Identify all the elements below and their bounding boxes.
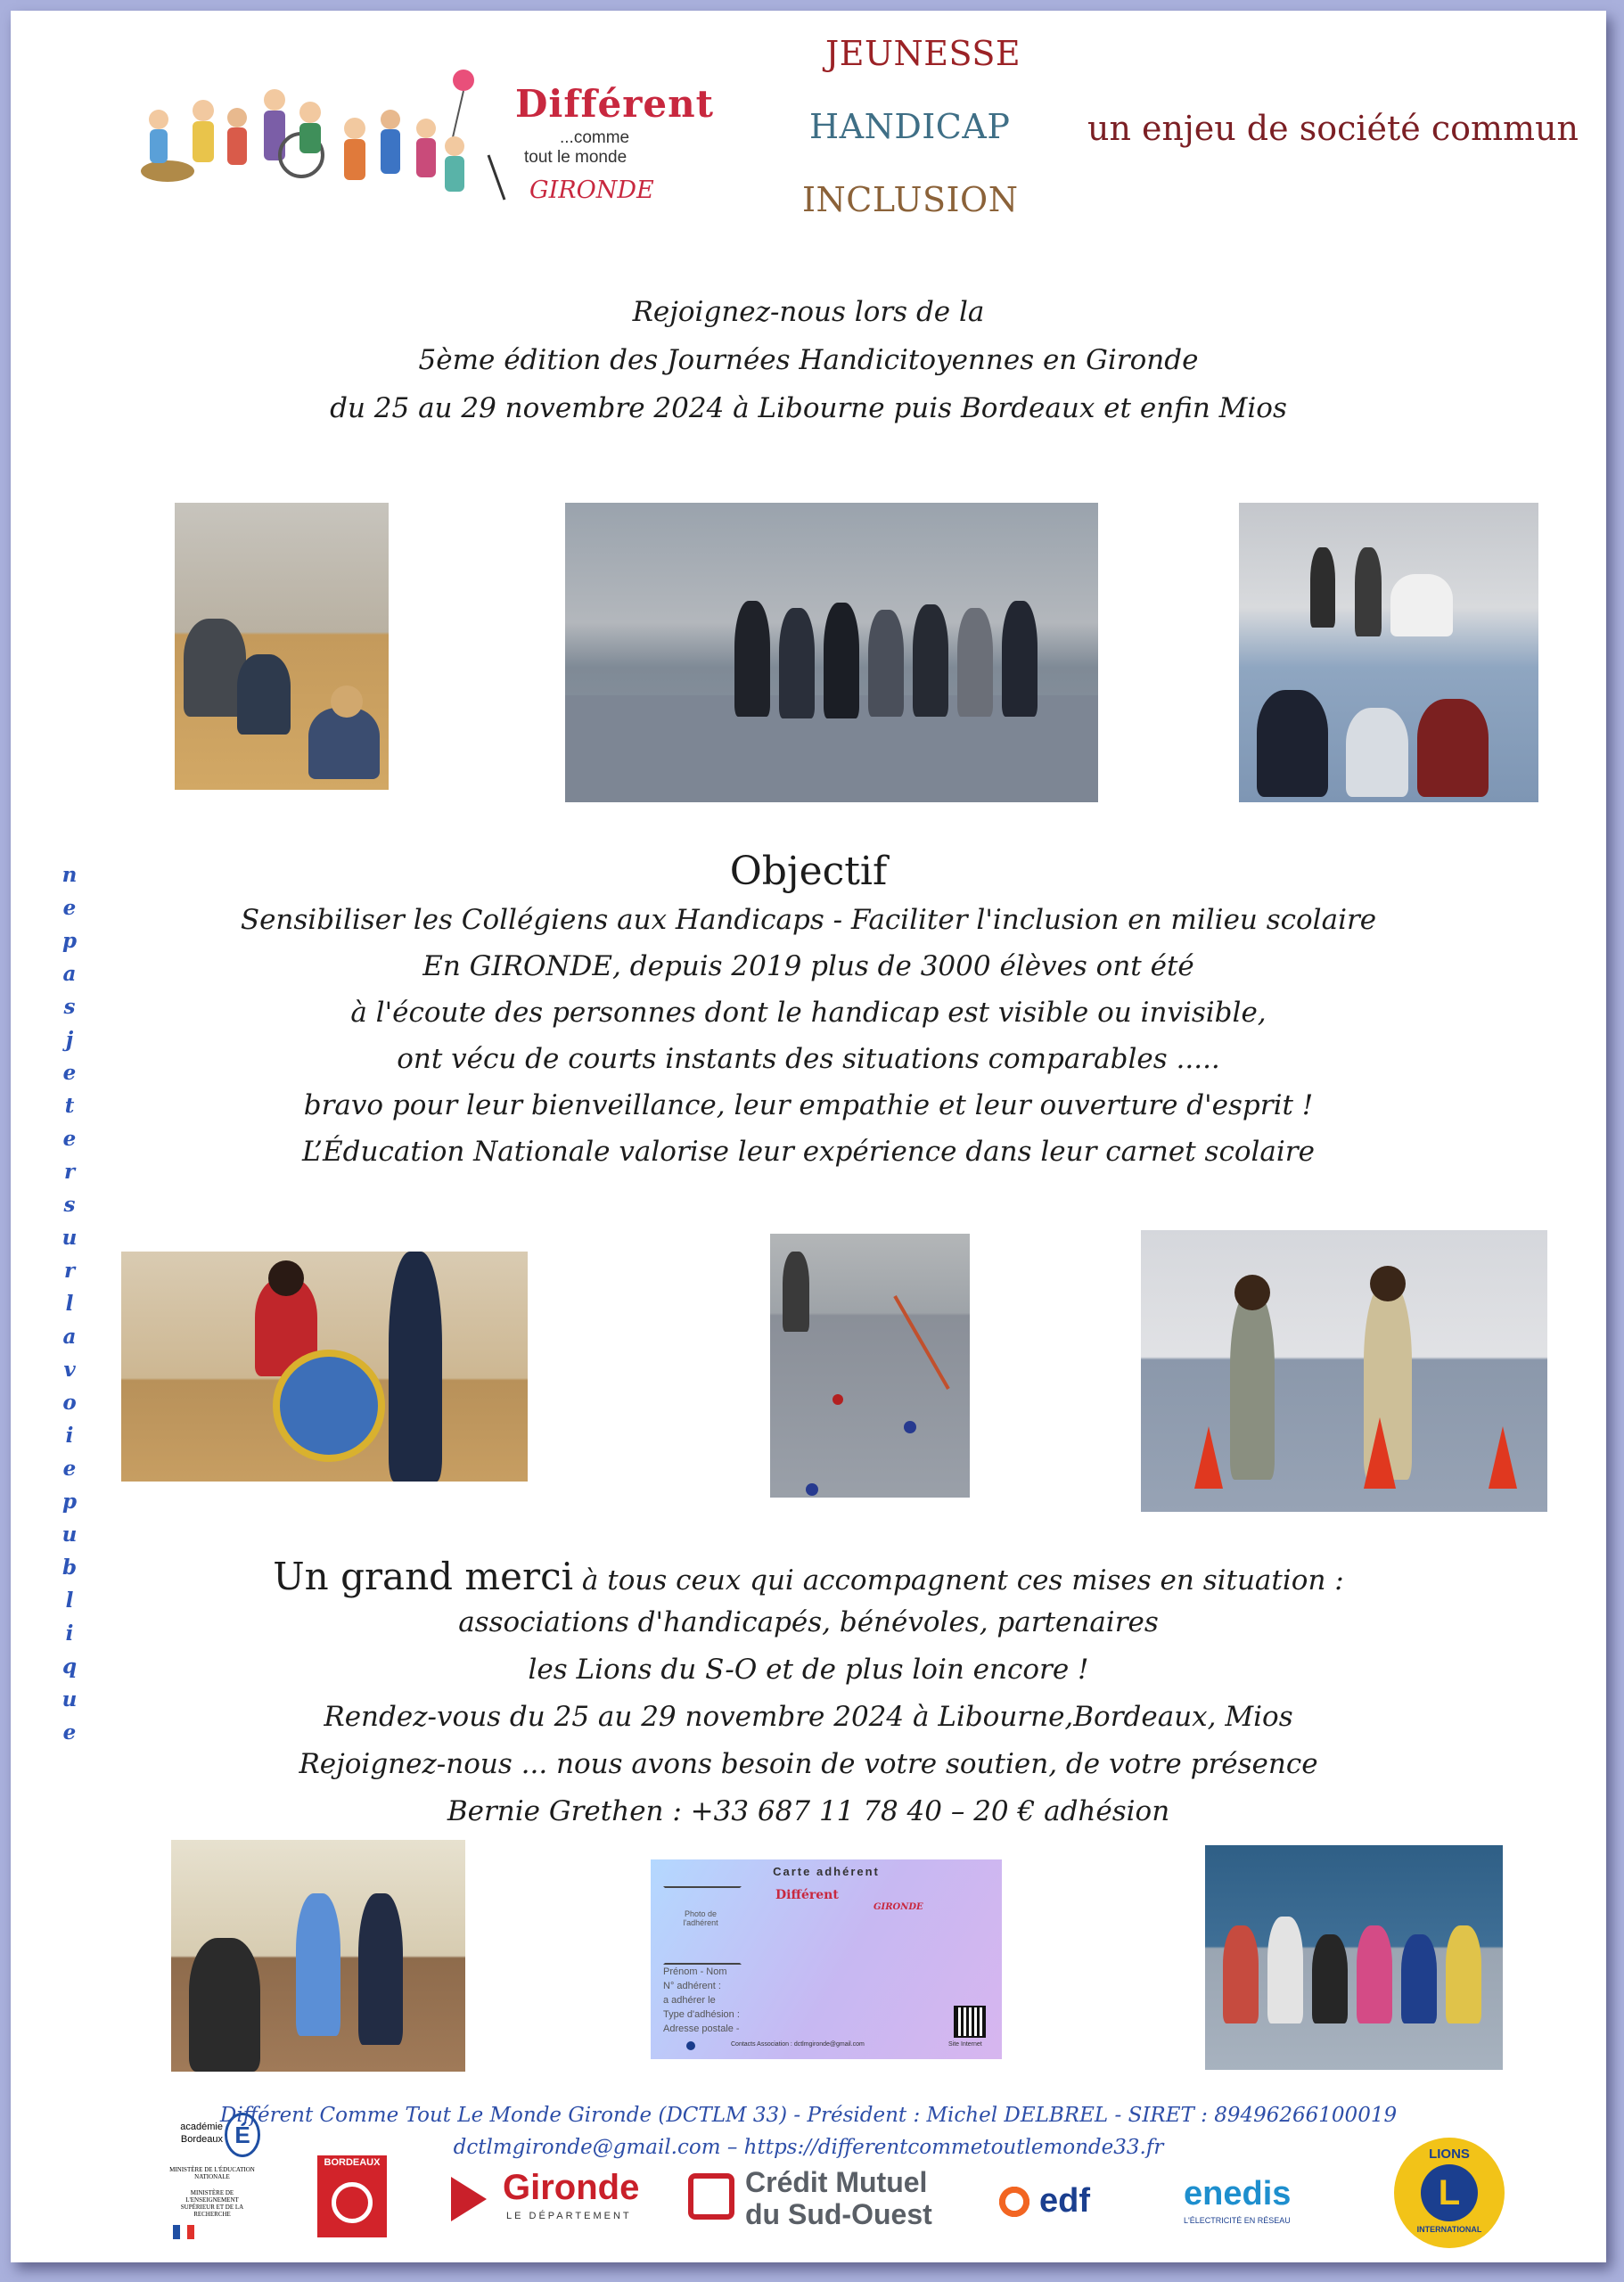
edf-logo bbox=[989, 2175, 1114, 2229]
enedis-sub: L'ÉLECTRICITÉ EN RÉSEAU bbox=[1184, 2216, 1291, 2225]
intro-line-3: du 25 au 29 novembre 2024 à Libourne puis Bordeaux et enfin Mios bbox=[330, 392, 1287, 424]
objectif-title: Objectif bbox=[729, 849, 888, 894]
side-letter: j bbox=[65, 1028, 74, 1052]
objectif-line: ont vécu de courts instants des situations comparables ..... bbox=[397, 1043, 1220, 1075]
bordeaux-city-logo bbox=[317, 2155, 387, 2237]
enedis-name: enedis bbox=[1184, 2175, 1292, 2212]
gironde-name: Gironde bbox=[503, 2168, 640, 2207]
academie-sub-2: MINISTÈRE DE L'ENSEIGNEMENT SUPÉRIEUR ET DE LA RECHERCHE bbox=[180, 2189, 244, 2218]
side-letter: u bbox=[62, 1523, 78, 1547]
side-letter: e bbox=[62, 1127, 77, 1151]
objectif-line: à l'écoute des personnes dont le handicap est visible ou invisible, bbox=[350, 997, 1267, 1029]
facebook-icon bbox=[686, 2041, 695, 2050]
photo-boccia-court bbox=[770, 1234, 970, 1498]
side-letter: q bbox=[62, 1654, 78, 1679]
lions-label: LIONS bbox=[1429, 2147, 1470, 2162]
credit-mutuel-line-2: du Sud-Ouest bbox=[745, 2198, 932, 2230]
side-letter: e bbox=[62, 1457, 77, 1481]
side-letter: p bbox=[62, 929, 78, 953]
qr-code-icon bbox=[954, 2006, 986, 2038]
academie-e-icon: É bbox=[225, 2113, 260, 2157]
member-card-logo bbox=[775, 1888, 923, 1912]
children-illustration bbox=[132, 66, 506, 209]
objectif-line: En GIRONDE, depuis 2019 plus de 3000 élèves ont été bbox=[422, 950, 1194, 982]
member-card-field: Adresse postale - bbox=[663, 2023, 740, 2034]
logo-brand-bottom: GIRONDE bbox=[529, 176, 654, 204]
photo-group-celebration bbox=[1205, 1845, 1503, 2070]
photo-seated-audience bbox=[175, 503, 389, 790]
lions-sub: INTERNATIONAL bbox=[1416, 2225, 1482, 2234]
side-letter: u bbox=[62, 1226, 78, 1250]
objectif-block bbox=[11, 840, 1606, 1187]
logo-brand-top: Différent bbox=[515, 82, 715, 126]
side-letter: b bbox=[62, 1556, 78, 1580]
side-letter: v bbox=[63, 1358, 76, 1382]
photo-girl-wheelchair bbox=[121, 1252, 528, 1482]
photo-lions-ceremony bbox=[171, 1840, 465, 2072]
header-word-jeunesse: JEUNESSE bbox=[825, 34, 1021, 73]
logo-brand-mid1: ...comme bbox=[560, 128, 630, 147]
photo-wheelchair-speaker bbox=[1239, 503, 1538, 802]
merci-line: Rendez-vous du 25 au 29 novembre 2024 à Libourne,Bordeaux, Mios bbox=[324, 1701, 1293, 1733]
member-card-logo-text: Différent bbox=[775, 1888, 839, 1902]
objectif-line: bravo pour leur bienveillance, leur empathie et leur ouverture d'esprit ! bbox=[303, 1089, 1314, 1121]
merci-line: les Lions du S-O et de plus loin encore ! bbox=[528, 1654, 1089, 1686]
member-card-contact: Contacts Association : dctlmgironde@gmail.com bbox=[731, 2041, 865, 2048]
merci-line: associations d'handicapés, bénévoles, partenaires bbox=[458, 1606, 1159, 1638]
member-card-field: Prénom - Nom bbox=[663, 1966, 727, 1977]
side-letter: p bbox=[62, 1490, 78, 1514]
side-letter: r bbox=[63, 1160, 76, 1184]
objectif-line: L’Éducation Nationale valorise leur expérience dans leur carnet scolaire bbox=[302, 1136, 1315, 1168]
credit-mutuel-icon bbox=[688, 2173, 734, 2220]
member-card-site: Site Internet bbox=[948, 2041, 982, 2048]
merci-line: Rejoignez-nous ... nous avons besoin de votre soutien, de votre présence bbox=[299, 1748, 1318, 1780]
intro-block bbox=[11, 287, 1606, 439]
footer-line-2: dctlmgironde@gmail.com – https://differentcommetoutlemonde33.fr bbox=[453, 2136, 1164, 2159]
member-card-field: a adhérer le bbox=[663, 1995, 716, 2006]
logo-brand-mid2: tout le monde bbox=[524, 148, 627, 167]
academie-bordeaux-logo bbox=[160, 2106, 258, 2252]
member-card bbox=[651, 1859, 1002, 2059]
lions-letter: L bbox=[1421, 2164, 1478, 2221]
side-letter: a bbox=[62, 962, 77, 986]
header-word-inclusion: INCLUSION bbox=[802, 180, 1019, 219]
side-letter: e bbox=[62, 1720, 77, 1744]
merci-title-line bbox=[11, 1555, 1606, 1598]
side-letter: a bbox=[62, 1325, 77, 1349]
footer-line-1: Différent Comme Tout Le Monde Gironde (DCTLM 33) - Président : Michel DELBREL - SIRET : 89496266100019 bbox=[219, 2104, 1398, 2127]
side-letter: s bbox=[63, 1193, 76, 1217]
credit-mutuel-logo bbox=[688, 2166, 947, 2234]
photo-blindfold-cones bbox=[1141, 1230, 1547, 1512]
side-letter: e bbox=[62, 1061, 77, 1085]
lions-international-logo bbox=[1394, 2138, 1505, 2248]
gironde-sub: LE DÉPARTEMENT bbox=[506, 2211, 632, 2221]
header-tagline: un enjeu de société commun bbox=[1087, 109, 1579, 148]
intro-line-2: 5ème édition des Journées Handicitoyennes en Gironde bbox=[418, 344, 1199, 376]
side-letter: i bbox=[65, 1424, 74, 1448]
credit-mutuel-line-1: Crédit Mutuel bbox=[745, 2166, 928, 2198]
intro-line-1: Rejoignez-nous lors de la bbox=[632, 296, 985, 328]
gironde-departement-logo bbox=[451, 2168, 665, 2230]
objectif-line: Sensibiliser les Collégiens aux Handicaps - Faciliter l'inclusion en milieu scolaire bbox=[240, 904, 1377, 936]
side-letter: r bbox=[63, 1259, 76, 1283]
side-letter: u bbox=[62, 1687, 78, 1712]
side-letter: i bbox=[65, 1621, 74, 1646]
member-card-title: Carte adhérent bbox=[773, 1865, 880, 1878]
bordeaux-label: BORDEAUX bbox=[324, 2157, 381, 2168]
bordeaux-crescents-icon bbox=[332, 2182, 373, 2223]
header-word-handicap: HANDICAP bbox=[809, 107, 1011, 146]
merci-block bbox=[11, 1547, 1606, 1842]
merci-title-rest: à tous ceux qui accompagnent ces mises en situation : bbox=[573, 1564, 1344, 1597]
photo-gym-group bbox=[565, 503, 1098, 802]
merci-title: Un grand merci bbox=[273, 1555, 574, 1598]
association-logo bbox=[132, 62, 738, 214]
enedis-logo bbox=[1184, 2175, 1326, 2237]
side-letter: e bbox=[62, 896, 77, 920]
member-card-field: N° adhérent : bbox=[663, 1981, 721, 1991]
poster-sheet bbox=[11, 11, 1606, 2262]
academie-city: Bordeaux bbox=[180, 2134, 223, 2145]
merci-line: Bernie Grethen : +33 687 11 78 40 – 20 € adhésion bbox=[447, 1795, 1170, 1827]
side-letter: o bbox=[62, 1391, 77, 1415]
gironde-arrow-icon bbox=[451, 2177, 487, 2221]
side-letter: l bbox=[65, 1588, 74, 1613]
side-letter: t bbox=[64, 1094, 75, 1118]
member-card-field: Type d'adhésion : bbox=[663, 2009, 740, 2020]
academie-sub-1: MINISTÈRE DE L'ÉDUCATION NATIONALE bbox=[169, 2166, 255, 2180]
side-letter: l bbox=[65, 1292, 74, 1316]
edf-sun-icon bbox=[997, 2184, 1032, 2220]
member-card-photo-label: Photo de l'adhérent bbox=[683, 1909, 718, 1927]
french-flag-icon bbox=[173, 2225, 194, 2239]
member-card-logo-sub: GIRONDE bbox=[874, 1902, 923, 1912]
side-letter: n bbox=[62, 863, 78, 887]
side-letter: s bbox=[63, 995, 76, 1019]
edf-name: edf bbox=[1039, 2182, 1090, 2220]
academie-top: académie bbox=[180, 2122, 223, 2132]
